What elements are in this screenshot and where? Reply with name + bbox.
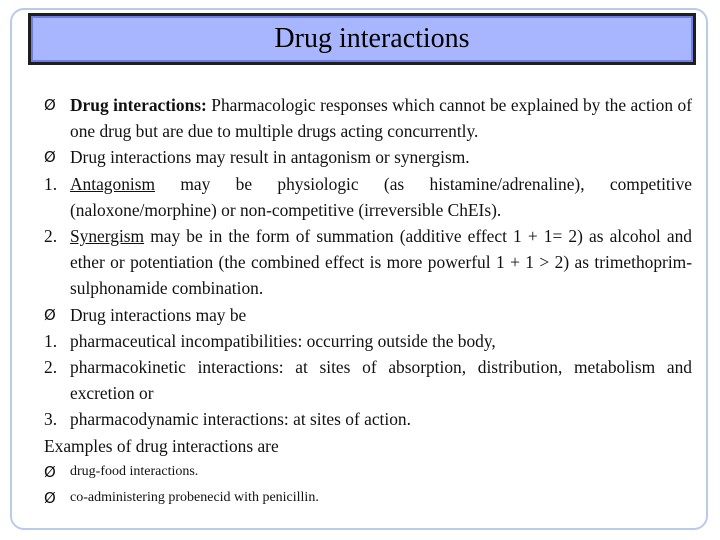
arrow-bullet-icon: Ø	[44, 305, 56, 324]
numbered-pharmacokinetic	[44, 354, 692, 406]
bullet-definition	[44, 92, 692, 144]
bullet-body: Pharmacologic responses which cannot be explained by the action of one drug but are due to multiple drugs acting concurrently.	[70, 95, 692, 142]
arrow-bullet-icon: Ø	[44, 489, 56, 508]
bullet-drug-food	[44, 459, 692, 485]
bullet-text	[70, 223, 692, 302]
slide-title: Drug interactions	[274, 23, 470, 54]
arrow-bullet-icon: Ø	[44, 96, 56, 114]
bullet-text	[70, 171, 692, 223]
bold-term: Drug interactions:	[70, 95, 207, 115]
list-number: 1.	[44, 173, 58, 194]
bullet-text: pharmacodynamic interactions: at sites of action.	[70, 409, 411, 430]
list-number: 2.	[44, 226, 58, 247]
bullet-probenecid	[44, 485, 692, 511]
bullet-body: may be physiologic (as histamine/adrenaline), competitive (naloxone/morphine) or non-competitive (irreversible ChEIs).	[70, 173, 692, 220]
numbered-pharmaceutical	[44, 328, 692, 354]
list-number: 3.	[44, 409, 58, 430]
underlined-term: Antagonism	[70, 173, 156, 194]
bullet-may-be	[44, 302, 692, 328]
arrow-bullet-icon: Ø	[44, 148, 56, 167]
slide-content	[44, 92, 692, 511]
bullet-text	[70, 92, 692, 144]
numbered-antagonism	[44, 171, 692, 223]
list-number: 1.	[44, 330, 58, 351]
arrow-bullet-icon: Ø	[44, 462, 56, 481]
bullet-result	[44, 144, 692, 170]
bullet-text: pharmaceutical incompatibilities: occurring outside the body,	[70, 330, 496, 351]
bullet-body: may be in the form of summation (additive effect 1 + 1= 2) as alcohol and ether or potentiation (the combined effect is more powerful 1 + 1 > 2) as trimethoprim-sulphonamide combination.	[70, 226, 692, 299]
title-bar	[28, 13, 696, 65]
numbered-synergism	[44, 223, 692, 302]
bullet-text: drug-food interactions.	[70, 463, 199, 479]
bullet-text: pharmacokinetic interactions: at sites of absorption, distribution, metabolism and excretion or	[70, 357, 692, 404]
bullet-text: Drug interactions may result in antagonism or synergism.	[70, 147, 470, 168]
bullet-text: co-administering probenecid with penicillin.	[70, 490, 319, 506]
list-number: 2.	[44, 357, 58, 378]
bullet-text: Drug interactions may be	[70, 304, 247, 325]
examples-heading: Examples of drug interactions are	[44, 435, 279, 456]
numbered-pharmacodynamic	[44, 406, 692, 432]
underlined-term: Synergism	[70, 226, 145, 247]
